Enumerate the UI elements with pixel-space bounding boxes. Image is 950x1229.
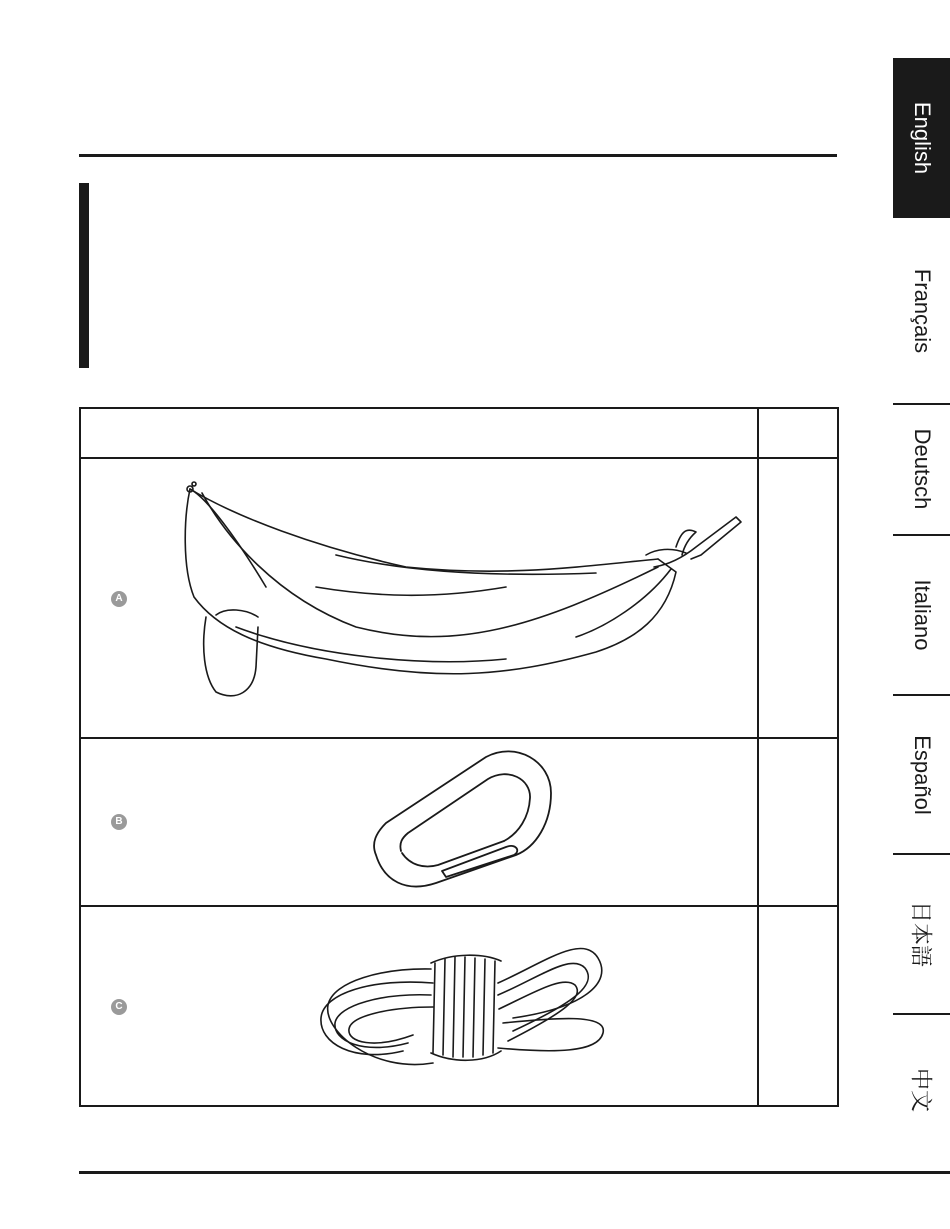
column-divider	[757, 409, 759, 457]
rope-coil-icon	[313, 923, 613, 1078]
language-tabs	[893, 58, 950, 1168]
tab-italiano[interactable]	[893, 536, 950, 694]
column-divider	[757, 907, 759, 1105]
parts-table	[79, 407, 839, 1107]
part-c-badge: C	[111, 999, 127, 1015]
table-header-row	[81, 409, 837, 459]
tab-deutsch-label: Deutsch	[909, 428, 935, 510]
tab-deutsch[interactable]	[893, 405, 950, 533]
tab-espanol[interactable]	[893, 696, 950, 853]
section-heading-bar	[79, 183, 89, 368]
header-rule	[79, 154, 837, 157]
tab-chinese[interactable]	[893, 1015, 950, 1165]
carabiner-icon	[366, 743, 556, 903]
tab-japanese-label: 日本語	[908, 900, 933, 968]
hammock-icon	[176, 477, 746, 707]
tab-chinese-label: 中文	[908, 1067, 933, 1113]
tab-italiano-label: Italiano	[909, 579, 935, 651]
table-row-part-c	[81, 907, 837, 1105]
tab-francais[interactable]	[893, 218, 950, 403]
tab-english[interactable]	[893, 58, 950, 218]
part-a-badge: A	[111, 591, 127, 607]
table-row-part-a	[81, 459, 837, 739]
footer-rule	[79, 1171, 950, 1174]
table-row-part-b	[81, 739, 837, 907]
tab-japanese[interactable]	[893, 855, 950, 1013]
column-divider	[757, 459, 759, 737]
column-divider	[757, 739, 759, 905]
tab-francais-label: Français	[909, 268, 935, 353]
part-b-badge: B	[111, 814, 127, 830]
tab-espanol-label: Español	[909, 734, 935, 815]
tab-english-label: English	[909, 101, 935, 175]
